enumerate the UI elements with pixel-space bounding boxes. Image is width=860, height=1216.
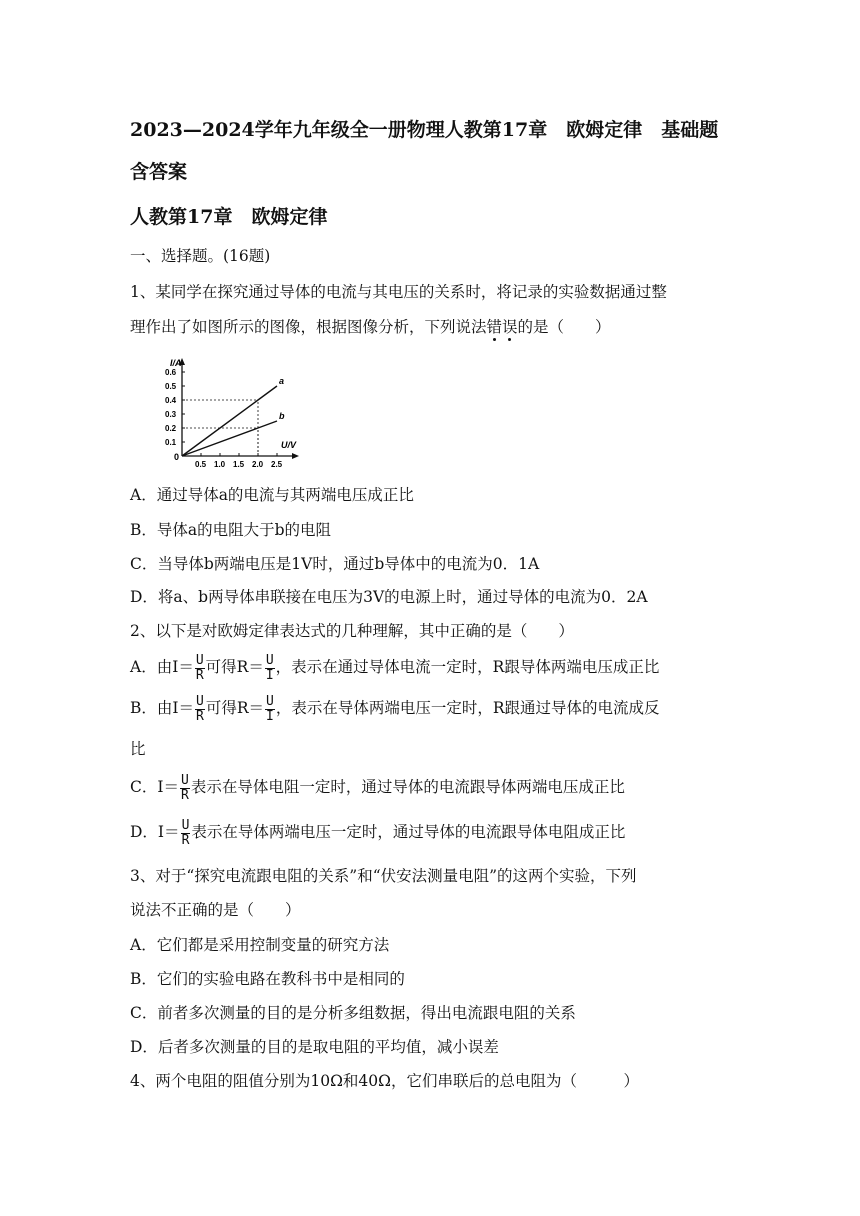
x-tick-label: 1.0 — [214, 460, 226, 469]
x-tick-label: 1.5 — [233, 460, 245, 469]
series-line-a — [182, 386, 277, 456]
q3-stem-line2: 说法不正确的是（ ） — [130, 901, 301, 919]
x-tick-label: 0.5 — [195, 460, 207, 469]
y-tick-label: 0.1 — [165, 438, 177, 447]
q2-option-a — [130, 652, 659, 683]
q3-option-d: D．后者多次测量的目的是取电阻的平均值，减小误差 — [130, 1038, 499, 1056]
numerator: U — [196, 693, 204, 709]
series-label-a: a — [279, 376, 285, 386]
x-tick-label: 2.0 — [252, 460, 264, 469]
q2-option-c-text: 表示在导体电阻一定时，通过导体的电流跟导体两端电压成正比 — [190, 778, 625, 796]
formula-u-over-r — [195, 695, 205, 724]
denominator: R — [196, 708, 204, 724]
section-heading: 一、选择题。(16题) — [130, 247, 271, 265]
q1-option-d: D．将a、b两导体串联接在电压为3V的电源上时，通过导体的电流为0．2A — [130, 588, 648, 606]
document-title-line1: 2023—2024学年九年级全一册物理人教第17章 欧姆定律 基础题 — [130, 119, 719, 141]
q1-stem-part-b: 的是（ ） — [517, 318, 611, 336]
q2-option-a-text: ，表示在通过导体电流一定时，R跟导体两端电压成正比 — [275, 658, 660, 676]
q2-option-a-mid: 可得R＝ — [205, 658, 264, 676]
formula-u-over-i — [265, 695, 275, 724]
q2-option-a-prefix: A．由I＝ — [130, 658, 194, 676]
x-tick-label: 2.5 — [271, 460, 283, 469]
numerator: U — [265, 652, 274, 668]
denominator: R — [181, 832, 190, 848]
denominator: I — [266, 708, 274, 724]
q2-option-c-prefix: C．I＝ — [130, 778, 179, 796]
document-title-line2: 含答案 — [130, 161, 188, 183]
denominator: I — [265, 667, 274, 683]
y-tick-label: 0.3 — [165, 410, 177, 419]
q2-option-d-prefix: D．I＝ — [130, 823, 180, 841]
formula-u-over-r — [180, 774, 190, 803]
y-tick-label: 0.4 — [165, 396, 177, 405]
numerator: U — [181, 817, 190, 833]
numerator: U — [195, 652, 204, 668]
q4-stem: 4、两个电阻的阻值分别为10Ω和40Ω，它们串联后的总电阻为（ ） — [130, 1072, 640, 1090]
y-tick-label: 0.6 — [165, 368, 177, 377]
q2-option-d — [130, 817, 625, 848]
series-label-b: b — [279, 411, 285, 421]
q3-option-b: B．它们的实验电路在教科书中是相同的 — [130, 970, 405, 988]
q3-option-c: C．前者多次测量的目的是分析多组数据，得出电流跟电阻的关系 — [130, 1004, 576, 1022]
q2-option-b-text: ，表示在导体两端电压一定时，R跟通过导体的电流成反 — [275, 699, 660, 717]
q3-stem-line1: 3、对于“探究电流跟电阻的关系”和“伏安法测量电阻”的这两个实验，下列 — [130, 867, 637, 885]
y-tick-label: 0.5 — [165, 382, 177, 391]
q2-option-d-text: 表示在导体两端电压一定时，通过导体的电流跟导体电阻成正比 — [191, 823, 626, 841]
formula-u-over-i — [265, 654, 275, 683]
y-axis-label: I/A — [170, 358, 182, 368]
chapter-heading: 人教第17章 欧姆定律 — [130, 206, 328, 228]
q2-option-c — [130, 772, 625, 803]
q2-option-b-prefix: B．由I＝ — [130, 699, 195, 717]
formula-u-over-r — [181, 819, 191, 848]
q1-stem-line2 — [130, 317, 611, 337]
denominator: R — [195, 667, 204, 683]
q1-option-a: A．通过导体a的电流与其两端电压成正比 — [130, 486, 414, 504]
numerator: U — [266, 693, 274, 709]
numerator: U — [180, 772, 189, 788]
q1-stem-part-a: 理作出了如图所示的图像，根据图像分析，下列说法 — [130, 318, 487, 336]
q1-graph — [150, 350, 310, 470]
q2-option-b — [130, 693, 660, 724]
series-line-b — [182, 421, 277, 456]
q1-emphasis-char-2: 误 — [502, 318, 518, 336]
y-tick-label: 0.2 — [165, 424, 177, 433]
formula-u-over-r — [195, 654, 205, 683]
q2-option-b-continuation: 比 — [130, 740, 146, 758]
q1-emphasis-char-1: 错 — [486, 318, 503, 336]
q3-option-a: A．它们都是采用控制变量的研究方法 — [130, 936, 390, 954]
x-axis-label: U/V — [281, 440, 297, 450]
x-axis-arrow — [292, 453, 299, 459]
q2-option-b-mid: 可得R＝ — [205, 699, 265, 717]
origin-label: 0 — [174, 452, 180, 462]
denominator: R — [180, 787, 189, 803]
q1-stem-line1: 1、某同学在探究通过导体的电流与其电压的关系时，将记录的实验数据通过整 — [130, 283, 667, 301]
q1-option-b: B．导体a的电阻大于b的电阻 — [130, 521, 332, 539]
q1-option-c: C．当导体b两端电压是1V时，通过b导体中的电流为0．1A — [130, 555, 540, 573]
q2-stem: 2、以下是对欧姆定律表达式的几种理解，其中正确的是（ ） — [130, 622, 574, 640]
